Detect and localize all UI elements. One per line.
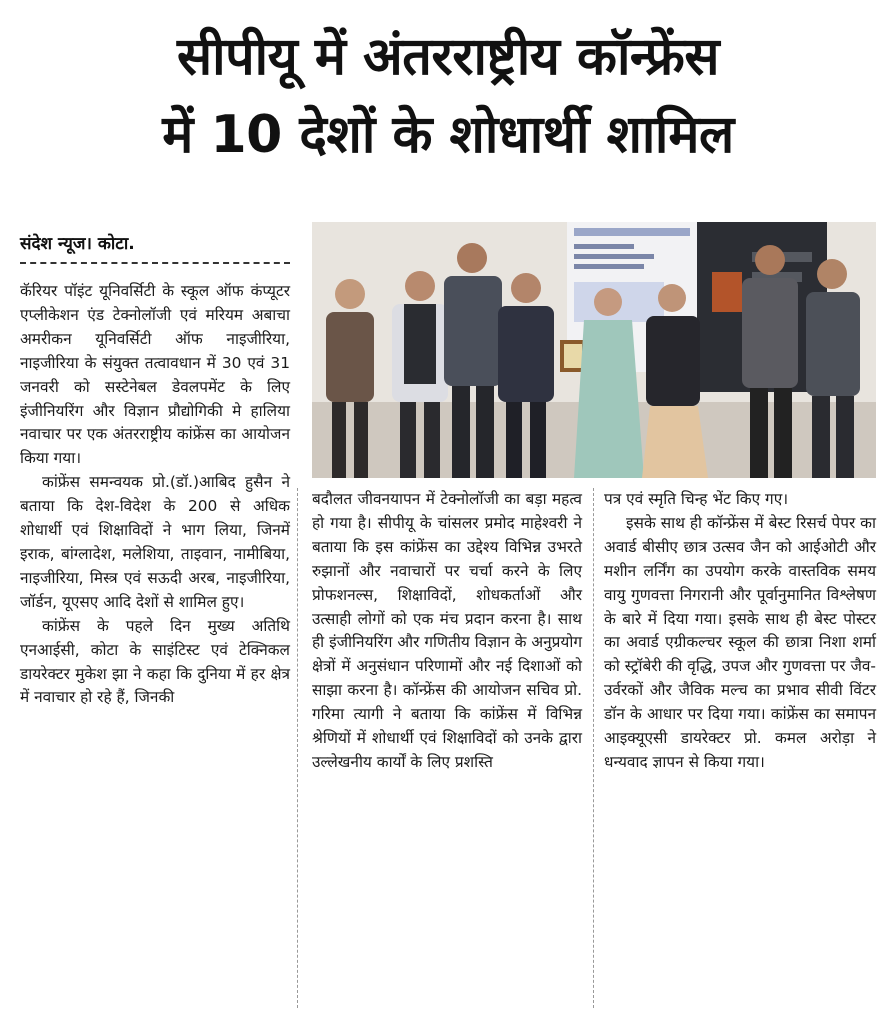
news-photo	[312, 222, 876, 478]
column-divider	[297, 488, 298, 1008]
column-divider	[593, 488, 594, 1008]
group-photo-illustration	[312, 222, 876, 478]
paragraph: पत्र एवं स्मृति चिन्ह भेंट किए गए।	[604, 490, 789, 508]
headline-line-2: में 10 देशों के शोधार्थी शामिल	[162, 105, 734, 165]
byline: संदेश न्यूज। कोटा.	[20, 234, 135, 254]
headline-line-1: सीपीयू में अंतरराष्ट्रीय कॉन्फ्रेंस	[176, 27, 720, 87]
article-column-1	[20, 280, 290, 710]
article-column-3	[604, 488, 876, 775]
paragraph: इसके साथ ही कॉन्फ्रेंस में बेस्ट रिसर्च पेपर का अवार्ड बीसीए छात्र उत्सव जैन को आईओटी और मशीन लर्निंग का उपयोग करके वास्तविक समय वायु गुणवत्ता निगरानी और पूर्वानुमानित विश्लेषण के बारे में दिया गया। इसके साथ ही बेस्ट पोस्टर का अवार्ड एग्रीकल्चर स्कूल की छात्रा निशा शर्मा को स्ट्रॉबेरी की वृद्धि, उपज और गुणवत्ता पर जैव-उर्वरकों और जैविक मल्च का प्रभाव सीवी विंटर डॉन के आधार पर दिया गया। कांफ्रेंस का समापन आइक्यूएसी डायरेक्टर प्रो. कमल अरोड़ा ने धन्यवाद ज्ञापन से किया गया।	[604, 513, 876, 771]
article-column-2	[312, 488, 582, 775]
paragraph: कांफ्रेंस के पहले दिन मुख्य अतिथि एनआईसी, कोटा के साइंटिस्ट एवं टेक्निकल डायरेक्टर मुकेश झा ने कहा कि दुनिया में हर क्षेत्र में नवाचार हो रहे हैं, जिनकी	[20, 616, 290, 707]
byline-divider	[20, 262, 290, 264]
paragraph: बदौलत जीवनयापन में टेक्नोलॉजी का बड़ा महत्व हो गया है। सीपीयू के चांसलर प्रमोद माहेश्वरी ने बताया कि इस कांफ्रेंस का उद्देश्य विभिन्न उभरते रुझानों और नवाचारों पर चर्चा करने के लिए प्रोफशनल्स, शिक्षाविदों, शोधकर्ताओं और उत्साही लोगों को एक मंच प्रदान करना है। साथ ही इंजीनियरिंग और गणितीय विज्ञान के अनुप्रयोग क्षेत्रों में अनुसंधान परिणामों और नई दिशाओं को साझा करना है। कॉन्फ्रेंस की आयोजन सचिव प्रो. गरिमा त्यागी ने बताया कि कांफ्रेंस में विभिन्न श्रेणियों में शोधार्थी एवं शिक्षाविदों को उनके द्वारा उल्लेखनीय कार्यों के लिए प्रशस्ति	[312, 490, 582, 771]
headline	[0, 18, 896, 174]
paragraph: कांफ्रेंस समन्वयक प्रो.(डॉ.)आबिद हुसैन ने बताया कि देश-विदेश के 200 से अधिक शोधार्थी एवं शिक्षाविदों ने भाग लिया, जिनमें इराक, बांग्लादेश, मलेशिया, ताइवान, नामीबिया, नाइजीरिया, मिस्त्र एवं सऊदी अरब, नाइजीरिया, जॉर्डन, यूएसए आदि देशों से शामिल हुए।	[20, 473, 290, 611]
paragraph: कॅरियर पॉइंट यूनिवर्सिटी के स्कूल ऑफ कंप्यूटर एप्लीकेशन एंड टेक्नोलॉजी एवं मरियम अबाचा अमरीकन यूनिवर्सिटी ऑफ नाइजीरिया, नाइजीरिया के संयुक्त तत्वावधान में 30 एवं 31 जनवरी को सस्टेनेबल डेवलपमेंट के लिए इंजीनियरिंग और विज्ञान प्रौद्योगिकी मे हालिया नवाचार पर एक अंतरराष्ट्रीय कांफ्रेंस का आयोजन किया गया।	[20, 282, 290, 468]
